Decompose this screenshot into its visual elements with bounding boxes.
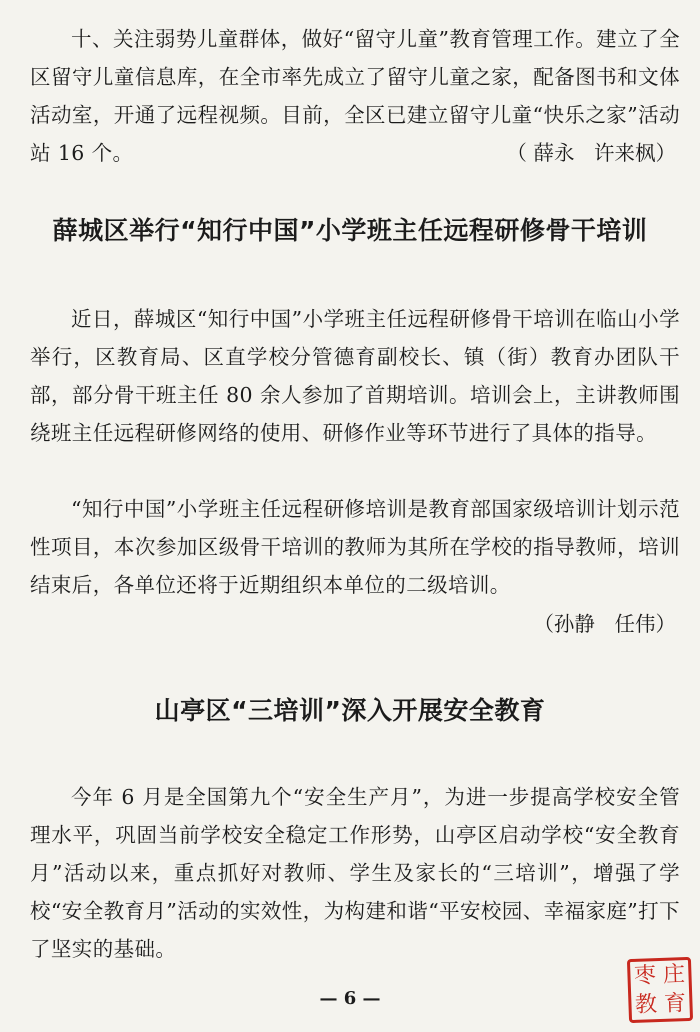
seal-character: 育 [663, 990, 687, 1017]
article-two-title: 薛城区举行“知行中国”小学班主任远程研修骨干培训 [52, 216, 648, 245]
article-two-paragraph-1: 近日，薛城区“知行中国”小学班主任远程研修骨干培训在临山小学举行，区教育局、区直学校分管德育副校长、镇（街）教育办团队干部，部分骨干班主任 80 余人参加了首期培训。培训会上，主讲教师围绕班主任远程研修网络的使用、研修作业等环节进行了具体的指导。 [30, 307, 680, 445]
intro-paragraph: 十、关注弱势儿童群体，做好“留守儿童”教育管理工作。建立了全区留守儿童信息库，在全市率先成立了留守儿童之家，配备图书和文体活动室，开通了远程视频。目前，全区已建立留守儿童“快乐之家”活动站 16 个。 [30, 27, 680, 165]
article-three-title: 山亭区“三培训”深入开展安全教育 [154, 696, 546, 725]
seal-character: 枣 [633, 962, 657, 989]
seal-character: 庄 [662, 961, 686, 988]
article-two-byline: （孙静 任伟） [533, 612, 676, 636]
intro-byline: （ 薛永 许来枫） [506, 141, 676, 165]
red-seal-stamp [627, 957, 693, 1023]
article-three-paragraph-1: 今年 6 月是全国第九个“安全生产月”，为进一步提高学校安全管理水平，巩固当前学校安全稳定工作形势，山亭区启动学校“安全教育月”活动以来，重点抓好对教师、学生及家长的“三培训”，增强了学校“安全教育月”活动的实效性，为构建和谐“平安校园、幸福家庭”打下了坚实的基础。 [30, 785, 680, 961]
page-number: — 6 — [319, 988, 381, 1009]
article-two-paragraph-2: “知行中国”小学班主任远程研修培训是教育部国家级培训计划示范性项目，本次参加区级骨干培训的教师为其所在学校的指导教师，培训结束后，各单位还将于近期组织本单位的二级培训。 [30, 497, 680, 597]
seal-character: 教 [634, 991, 658, 1018]
